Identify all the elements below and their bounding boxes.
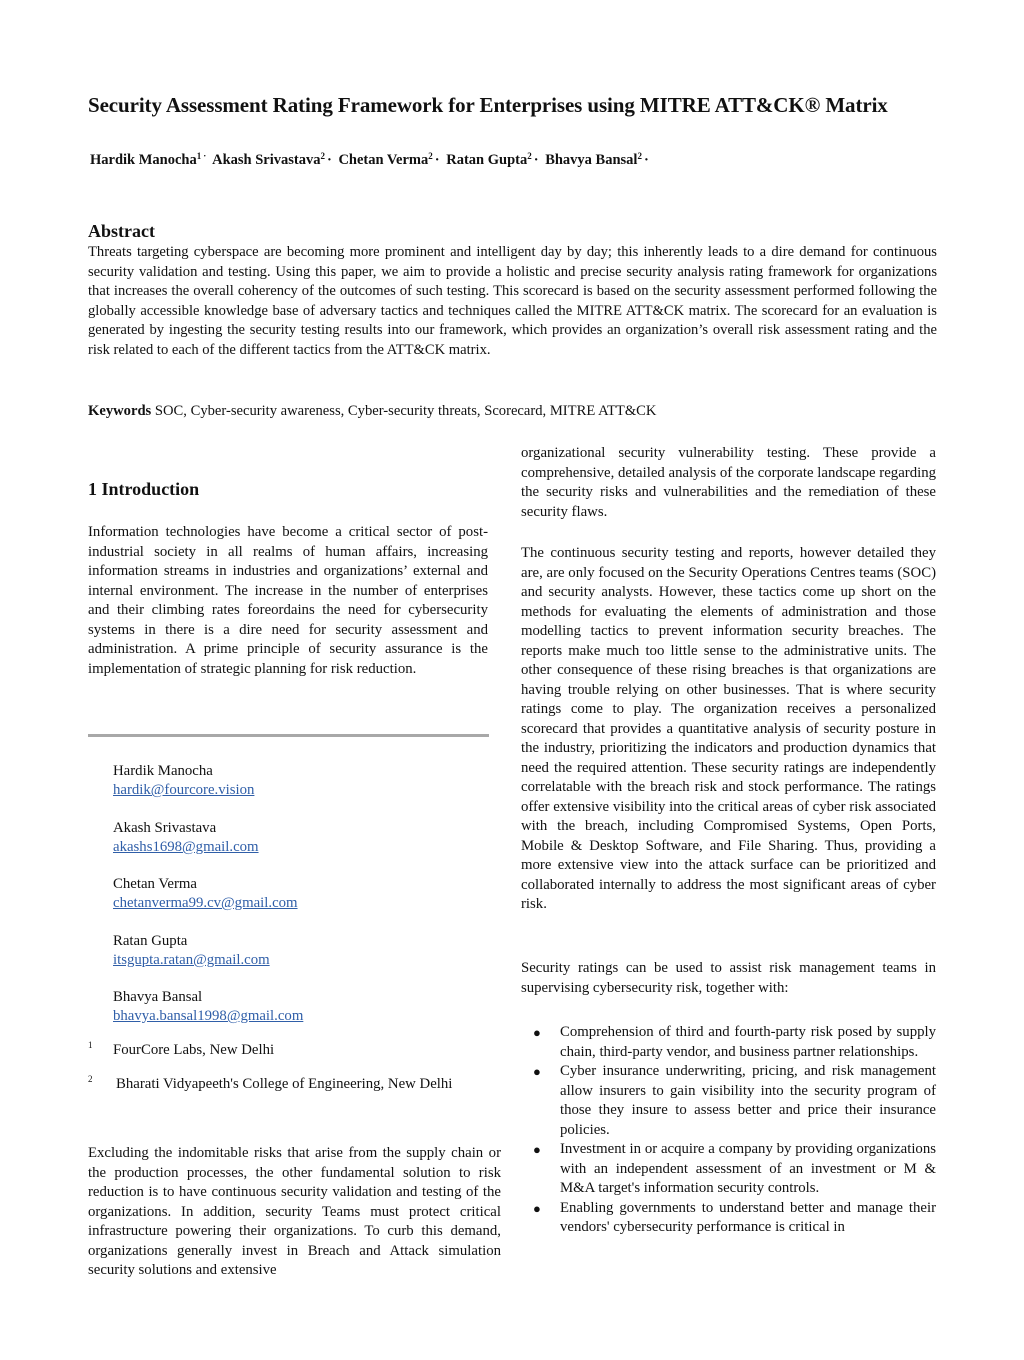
footnote-divider <box>88 734 489 737</box>
keywords-label: Keywords <box>88 403 152 419</box>
affiliation-mark: 2 <box>88 1074 93 1084</box>
paper-title: Security Assessment Rating Framework for Enterprises using MITRE ATT&CK® Matrix <box>88 93 888 117</box>
author-name: Akash Srivastava <box>212 152 321 168</box>
affiliation-text: Bharati Vidyapeeth's College of Engineering, New Delhi <box>116 1076 453 1092</box>
bullet-icon: ● <box>533 1025 541 1040</box>
contact-email-link[interactable]: itsgupta.ratan@gmail.com <box>113 952 270 968</box>
contact-email-link[interactable]: bhavya.bansal1998@gmail.com <box>113 1008 304 1024</box>
list-item <box>521 1062 936 1140</box>
keywords <box>88 403 937 420</box>
affiliation-mark: 2 <box>320 151 325 161</box>
contact-entry <box>113 988 303 1026</box>
keywords-text: SOC, Cyber-security awareness, Cyber-security threats, Scorecard, MITRE ATT&CK <box>151 403 657 419</box>
list-item <box>521 1023 936 1062</box>
affiliation-text: FourCore Labs, New Delhi <box>113 1042 275 1058</box>
affiliation-mark: 1 <box>88 1040 93 1050</box>
author-name: Chetan Verma <box>338 152 429 168</box>
intro-paragraph-2: Excluding the indomitable risks that arise from the supply chain or the production processes, the other fundamental solution to risk reduction is to have continuous security validation and testing of the organizations. In addition, security Teams must protect critical infrastructure powering their organizations. To curb this demand, organizations generally invest in Breach and Attack simulation security solutions and extensive <box>88 1145 501 1278</box>
ratings-use-list <box>521 1023 936 1238</box>
contact-name: Ratan Gupta <box>113 933 188 949</box>
bullet-icon: ● <box>533 1142 541 1157</box>
contact-entry <box>113 819 259 857</box>
list-item <box>521 1199 936 1238</box>
author-separator: · <box>326 152 332 168</box>
list-item-text: Comprehension of third and fourth-party risk posed by supply chain, third-party vendor, and business partner relationships. <box>560 1024 936 1060</box>
author-name: Bhavya Bansal <box>545 152 638 168</box>
contact-email-link[interactable]: hardik@fourcore.vision <box>113 782 255 798</box>
contact-email-link[interactable]: akashs1698@gmail.com <box>113 839 259 855</box>
author-separator: · <box>203 151 207 161</box>
affiliation-mark: 2 <box>637 151 642 161</box>
affiliation-mark: 2 <box>527 151 532 161</box>
intro-right-paragraph-2: The continuous security testing and reports, however detailed they are, are only focused on the Security Operations Centres teams (SOC) and security analysts. However, these tactics come up short on the methods for evaluating the elements of administration and those modelling tactics to prevent information security breaches. The reports make much too little sense to the administrative units. The other consequence of these rising breaches is that organizations are having trouble relying on other businesses. That is where security ratings come to play. The organization receives a personalized scorecard that provides a quantitative analysis of security posture in the industry, prioritizing the indicators and production dynamics that need the required attention. These security ratings are independently correlatable with the breach risk and stock performance. The ratings offer extensive visibility into the critical areas of cyber risk associated with the breach, including Compromised Systems, Open Ports, Mobile & Desktop Software, and File Sharing. Thus, providing a more extensive view into the attack surface can be prioritized and collaborated internally to address the most significant areas of cyber risk. <box>521 545 936 912</box>
contact-name: Hardik Manocha <box>113 763 213 779</box>
contact-entry <box>113 875 298 913</box>
author-separator: · <box>533 152 539 168</box>
author-name: Hardik Manocha <box>90 152 197 168</box>
section-heading-introduction: 1 Introduction <box>88 479 200 499</box>
intro-right-paragraph-1: organizational security vulnerability testing. These provide a comprehensive, detailed analysis of the corporate landscape regarding the security risks and vulnerabilities and the remediation of these security flaws. <box>521 445 936 520</box>
affiliation-2 <box>88 1074 453 1093</box>
contact-name: Akash Srivastava <box>113 820 217 836</box>
author-name: Ratan Gupta <box>446 152 528 168</box>
contact-name: Chetan Verma <box>113 876 197 892</box>
bullet-icon: ● <box>533 1200 541 1216</box>
affiliation-mark: 2 <box>428 151 433 161</box>
author-separator: · <box>643 152 649 168</box>
bullet-icon: ● <box>533 1064 541 1079</box>
abstract-heading: Abstract <box>88 221 155 241</box>
list-item-text: Enabling governments to understand better and manage their vendors' cybersecurity performance is critical in <box>560 1199 936 1235</box>
contact-name: Bhavya Bansal <box>113 989 203 1005</box>
contact-email-link[interactable]: chetanverma99.cv@gmail.com <box>113 895 298 911</box>
author-separator: · <box>434 152 440 168</box>
intro-paragraph-1: Information technologies have become a critical sector of post-industrial society in all realms of human affairs, increasing information streams in industries and organizations’ external and internal environment. The increase in the number of enterprises and their climbing rates foreordains the need for cybersecurity systems in there is a dire need for security assessment and administration. A prime principle of security assurance is the implementation of strategic planning for risk reduction. <box>88 524 488 677</box>
list-item-text: Cyber insurance underwriting, pricing, and risk management allow insurers to gain visibility into the security program of those they insure to assess better and price their insurance policies. <box>560 1063 936 1138</box>
affiliation-1 <box>88 1040 275 1059</box>
list-item-text: Investment in or acquire a company by providing organizations with an independent assessment of an investment or M & M&A target's information security controls. <box>560 1141 936 1196</box>
intro-right-paragraph-3: Security ratings can be used to assist risk management teams in supervising cybersecurity risk, together with: <box>521 960 936 996</box>
list-item <box>521 1140 936 1199</box>
affiliation-mark: 1 <box>196 151 202 161</box>
contact-entry <box>113 932 270 970</box>
abstract-text: Threats targeting cyberspace are becoming more prominent and intelligent day by day; this inherently leads to a dire demand for continuous security validation and testing. Using this paper, we aim to provide a holistic and precise security analysis rating framework for organizations that increases the overall coherency of the outcomes of such testing. This scorecard is based on the security assessment performed following the globally accessible knowledge base of adversary tactics and techniques called the MITRE ATT&CK matrix. The scorecard for an evaluation is generated by ingesting the security testing results into our framework, which provides an organization’s overall risk assessment rating and the risk related to each of the different tactics from the ATT&CK matrix. <box>88 244 937 358</box>
author-line <box>90 151 652 169</box>
contact-entry <box>113 762 254 800</box>
